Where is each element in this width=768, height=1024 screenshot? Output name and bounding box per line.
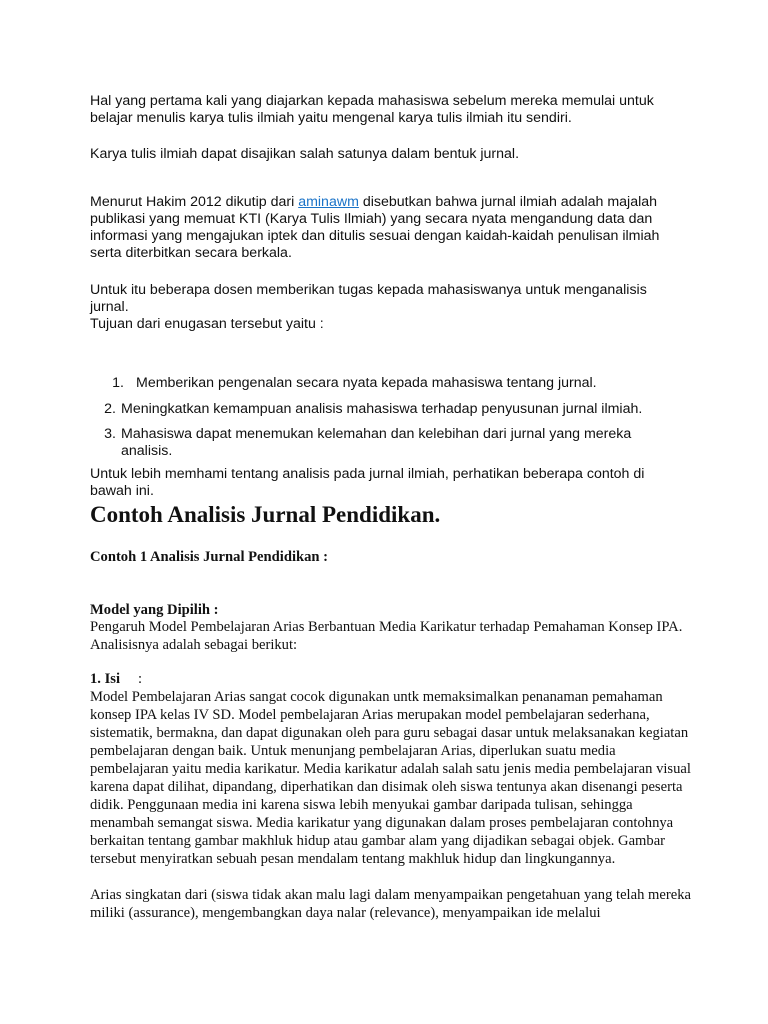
intro-paragraph-4: Untuk itu beberapa dosen memberikan tugas kepada mahasiswanya untuk menganalisis jurnal. bbox=[90, 282, 647, 315]
example-heading: Contoh 1 Analisis Jurnal Pendidikan : bbox=[90, 549, 329, 565]
intro-paragraph-3-end: disebutkan bahwa jurnal ilmiah adalah majalah publikasi yang memuat KTI (Karya Tulis Ilmiah) yang secara nyata mengandung data dan informasi yang mengajukan iptek dan ditulis sesuai dengan kaidah-kaidah penulisan ilmiah serta diterbitkan secara berkala. bbox=[90, 194, 660, 261]
list-item-number: 1. bbox=[112, 375, 124, 391]
isi-label: 1. Isi bbox=[90, 671, 121, 687]
list-item-number: 2. bbox=[104, 401, 116, 417]
list-item-text: Meningkatkan kemampuan analisis mahasiswa terhadap penyusunan jurnal ilmiah. bbox=[121, 401, 643, 417]
intro-paragraph-3-start: Menurut Hakim 2012 dikutip dari bbox=[90, 194, 299, 210]
aminawm-link[interactable]: aminawm bbox=[298, 194, 359, 210]
model-label: Model yang Dipilih : bbox=[90, 602, 219, 618]
intro-paragraph-1: Hal yang pertama kali yang diajarkan kepada mahasiswa sebelum mereka memulai untuk belajar menulis karya tulis ilmiah yaitu mengenal karya tulis ilmiah itu sendiri. bbox=[90, 93, 654, 126]
isi-paragraph-1: Model Pembelajaran Arias sangat cocok digunakan untk memaksimalkan penanaman pemahaman konsep IPA kelas IV SD. Model pembelajaran Arias merupakan model pembelajaran sederhana, sistematik, bermakna, dan dapat digunakan oleh para guru sebagai dasar untuk melaksanakan kegiatan pembelajaran dengan baik. Untuk menunjang pembelajaran Arias, diperlukan suatu media pembelajaran yaitu media karikatur. Media karikatur adalah salah satu jenis media pembelajaran visual karena dapat dilihat, dipandang, diperhatikan dan disimak oleh siswa tentunya akan disenangi peserta didik. Penggunaan media ini karena siswa lebih menyukai gambar daripada tulisan, sehingga menambah semangat siswa. Media karikatur yang digunakan dalam proses pembelajaran contohnya berkaitan tentang gambar makhluk hidup atau gambar alam yang dijadikan sebagai objek. Gambar tersebut menyiratkan sebuah pesan mendalam tentang makhluk hidup dan lingkungannya. bbox=[90, 689, 691, 867]
outro-paragraph: Untuk lebih memhami tentang analisis pada jurnal ilmiah, perhatikan beberapa contoh di bawah ini. bbox=[90, 466, 645, 499]
intro-paragraph-3 bbox=[90, 194, 684, 262]
isi-heading bbox=[90, 670, 690, 688]
isi-paragraph-2: Arias singkatan dari (siswa tidak akan malu lagi dalam menyampaikan pengetahuan yang telah mereka miliki (assurance), mengembangkan daya nalar (relevance), menyampaikan ide melalui bbox=[90, 887, 691, 921]
list-item-number: 3. bbox=[104, 426, 116, 442]
list-item-text: Mahasiswa dapat menemukan kelemahan dan kelebihan dari jurnal yang mereka analisis. bbox=[121, 426, 632, 459]
intro-paragraph-5: Tujuan dari enugasan tersebut yaitu : bbox=[90, 316, 324, 332]
intro-paragraph-2: Karya tulis ilmiah dapat disajikan salah satunya dalam bentuk jurnal. bbox=[90, 146, 520, 162]
list-item-text: Memberikan pengenalan secara nyata kepada mahasiswa tentang jurnal. bbox=[136, 375, 597, 391]
page-title: Contoh Analisis Jurnal Pendidikan. bbox=[90, 502, 441, 527]
isi-colon: : bbox=[138, 671, 143, 687]
model-text: Pengaruh Model Pembelajaran Arias Berbantuan Media Karikatur terhadap Pemahaman Konsep IPA. Analisisnya adalah sebagai berikut: bbox=[90, 619, 683, 653]
